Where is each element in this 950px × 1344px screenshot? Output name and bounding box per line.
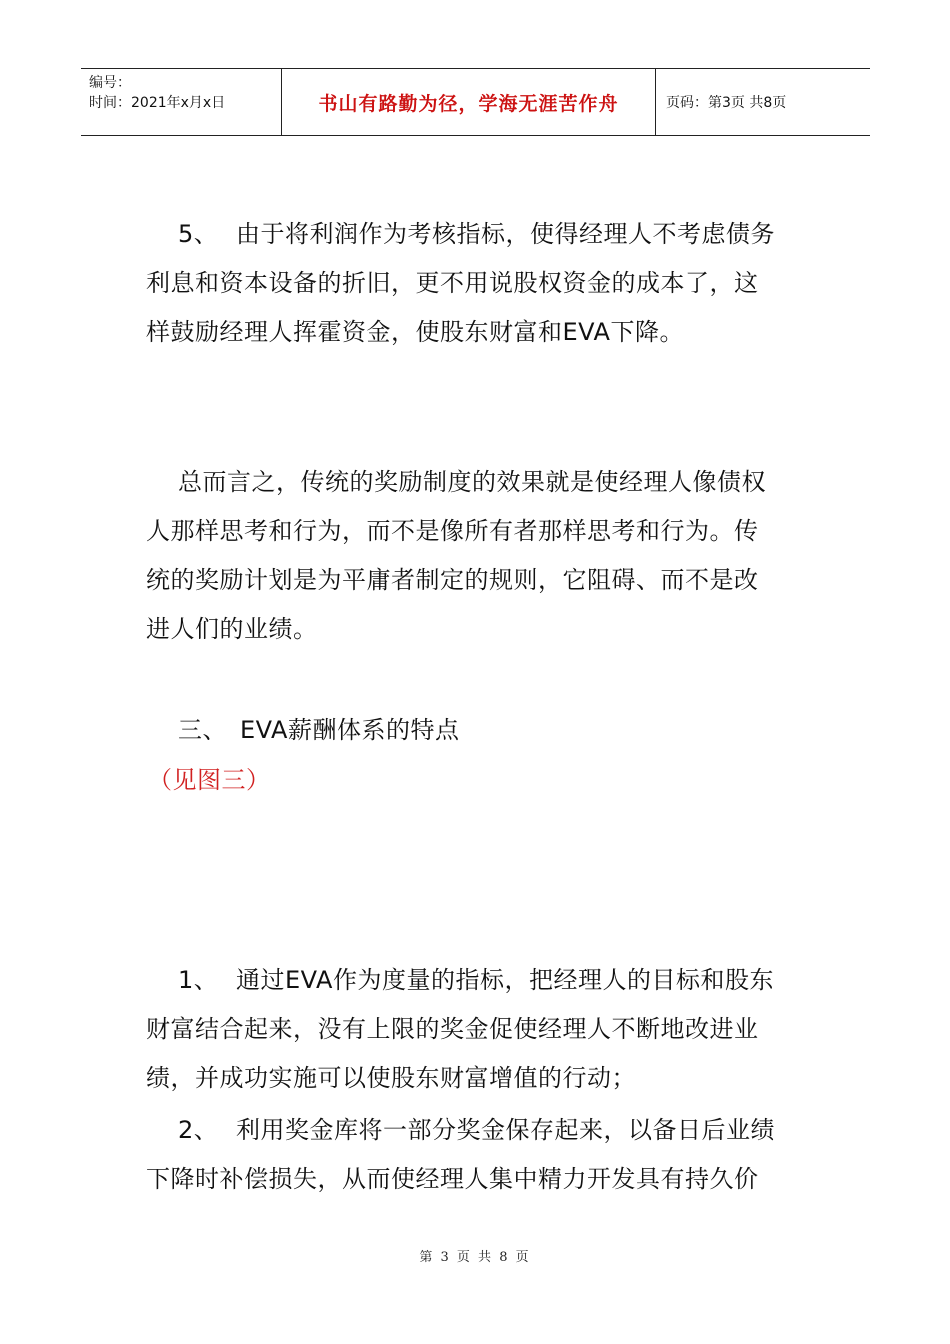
paragraph-line: 统的奖励计划是为平庸者制定的规则，它阻碍、而不是改	[146, 566, 759, 594]
paragraph-line	[146, 210, 810, 259]
section-number: 三、	[178, 716, 227, 744]
section-title: EVA薪酬体系的特点	[240, 716, 460, 744]
paragraph-line: 进人们的业绩。	[146, 615, 318, 643]
paragraph-text: 通过EVA作为度量的指标，把经理人的目标和股东	[236, 966, 774, 994]
paragraph-item-5	[146, 210, 810, 357]
paragraph-line: 人那样思考和行为，而不是像所有者那样思考和行为。传	[146, 517, 759, 545]
section-heading-3	[146, 706, 810, 755]
paragraph-line	[146, 458, 810, 507]
page-footer	[0, 1246, 950, 1265]
paragraph-line: 样鼓励经理人挥霍资金，使股东财富和EVA下降。	[146, 318, 684, 346]
paragraph-line	[146, 1106, 810, 1155]
header-motto: 书山有路勤为径，学海无涯苦作舟	[318, 92, 619, 115]
paragraph-line: 利息和资本设备的折旧，更不用说股权资金的成本了，这	[146, 269, 759, 297]
header-meta-cell	[81, 69, 282, 135]
paragraph-line: 财富结合起来，没有上限的奖金促使经理人不断地改进业	[146, 1015, 759, 1043]
item-number: 2、	[178, 1116, 219, 1144]
figure-reference-text: （见图三）	[148, 766, 271, 794]
header-motto-cell	[282, 69, 656, 135]
footer-page-number: 第 3 页 共 8 页	[419, 1250, 531, 1265]
paragraph-text: 利用奖金库将一部分奖金保存起来，以备日后业绩	[236, 1116, 775, 1144]
paragraph-line	[146, 956, 810, 1005]
summary-paragraph	[146, 458, 810, 654]
paragraph-line: 绩，并成功实施可以使股东财富增值的行动；	[146, 1064, 636, 1092]
document-date-label: 时间：2021年x月x日	[89, 95, 226, 111]
paragraph-line	[146, 706, 810, 755]
paragraph-item-2	[146, 1106, 810, 1204]
paragraph-text: 由于将利润作为考核指标，使得经理人不考虑债务	[236, 220, 775, 248]
paragraph-item-1	[146, 956, 810, 1103]
item-number: 1、	[178, 966, 219, 994]
document-header	[81, 68, 870, 136]
paragraph-line: 下降时补偿损失，从而使经理人集中精力开发具有持久价	[146, 1165, 759, 1193]
paragraph-text: 总而言之，传统的奖励制度的效果就是使经理人像债权	[178, 468, 766, 496]
document-number-label: 编号：	[89, 75, 131, 91]
header-page-label: 页码：第3页 共8页	[666, 95, 787, 111]
header-page-cell	[656, 69, 870, 135]
figure-reference	[148, 756, 812, 805]
item-number: 5、	[178, 220, 219, 248]
